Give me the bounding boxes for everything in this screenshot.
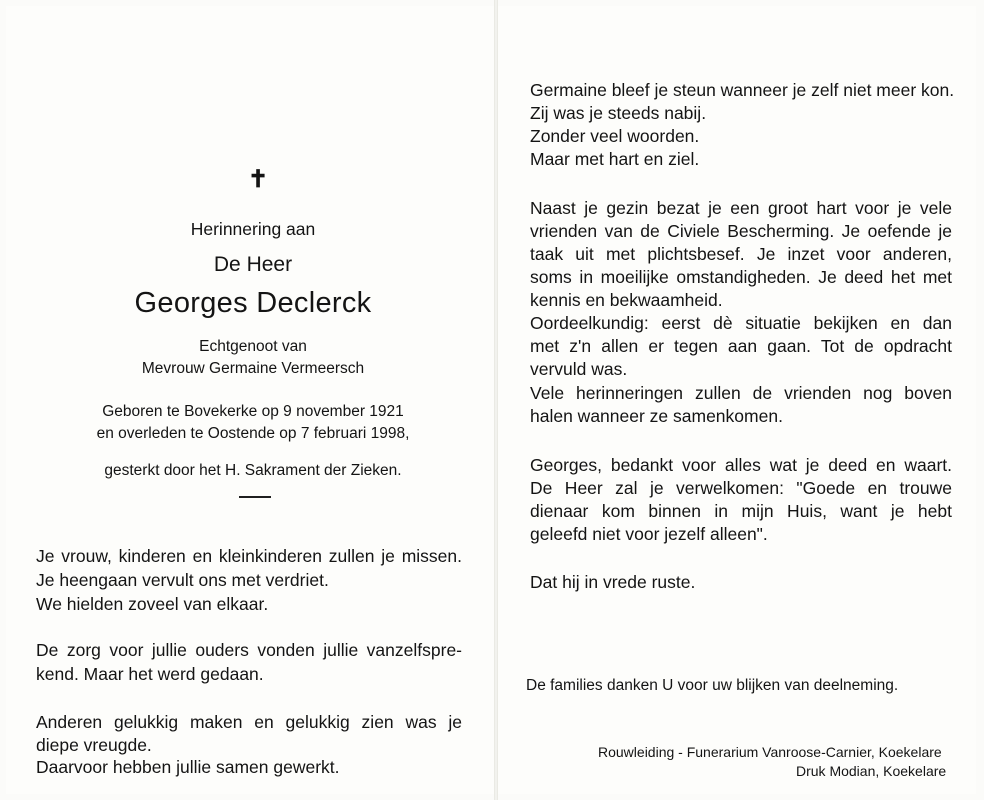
text-line: taak uit met plichtsbesef. Je inzet voor anderen, [530, 244, 952, 264]
printer-credit: Druk Modian, Koekelare [796, 763, 947, 779]
spouse-label: Echtgenoot van [199, 338, 307, 355]
text-line: Naast je gezin bezat je een groot hart voor je vele [530, 198, 952, 218]
poem-line: diepe vreugde. [36, 735, 152, 755]
deceased-name: Georges Declerck [134, 287, 372, 319]
closing-line: Dat hij in vrede ruste. [530, 572, 696, 592]
text-line: Vele herinneringen zullen de vrienden nog boven [530, 383, 952, 403]
text-line: Georges, bedankt voor alles wat je deed en waart. [530, 455, 952, 475]
poem-line: kend. Maar het werd gedaan. [36, 664, 264, 684]
spouse-name: Mevrouw Germaine Vermeersch [141, 360, 365, 377]
text-line: Maar met hart en ziel. [530, 149, 700, 169]
poem-line: Daarvoor hebben jullie samen gewerkt. [36, 757, 340, 777]
text-line: vervuld was. [530, 359, 628, 379]
thanks-line: De families danken U voor uw blijken van deelneming. [526, 677, 899, 694]
funeral-home-credit: Rouwleiding - Funerarium Vanroose-Carnier, Koekelare [598, 744, 942, 760]
death-line: en overleden te Oostende op 7 februari 1998, [96, 425, 410, 442]
poem-line: We hielden zoveel van elkaar. [36, 594, 269, 614]
title-text: De Heer [213, 253, 293, 276]
divider-line [239, 496, 271, 498]
text-line: De Heer zal je verwelkomen: "Goede en trouwe [530, 478, 952, 498]
poem-line: Je heengaan vervult ons met verdriet. [36, 570, 329, 590]
text-line: met z'n allen er tegen aan gaan. Tot de opdracht [530, 336, 952, 356]
cross-icon: ✝ [247, 164, 269, 193]
poem-line: De zorg voor jullie ouders vonden jullie vanzelfspre- [36, 640, 462, 660]
poem-line: Anderen gelukkig maken en gelukkig zien was je [36, 712, 462, 732]
right-page [498, 6, 976, 794]
text-line: Zonder veel woorden. [530, 126, 700, 146]
text-line: soms in moeilijke omstandigheden. Je deed het met [530, 267, 952, 287]
left-page [6, 6, 495, 794]
text-line: Zij was je steeds nabij. [530, 103, 707, 123]
text-line: dienaar kom binnen in mijn Huis, want je hebt [530, 501, 952, 521]
text-line: kennis en bekwaamheid. [530, 290, 723, 310]
intro-text: Herinnering aan [190, 219, 316, 239]
text-line: halen wanneer ze samenkomen. [530, 406, 783, 426]
text-line: geleefd niet voor jezelf alleen". [530, 524, 768, 544]
text-line: Germaine bleef je steun wanneer je zelf niet meer kon. [530, 80, 955, 100]
sacrament-line: gesterkt door het H. Sakrament der Zieken. [104, 462, 402, 479]
text-line: Oordeelkundig: eerst dè situatie bekijken en dan [530, 313, 952, 333]
text-line: vrienden van de Civiele Bescherming. Je oefende je [530, 221, 952, 241]
birth-line: Geboren te Bovekerke op 9 november 1921 [102, 403, 404, 420]
poem-line: Je vrouw, kinderen en kleinkinderen zullen je missen. [36, 546, 462, 566]
